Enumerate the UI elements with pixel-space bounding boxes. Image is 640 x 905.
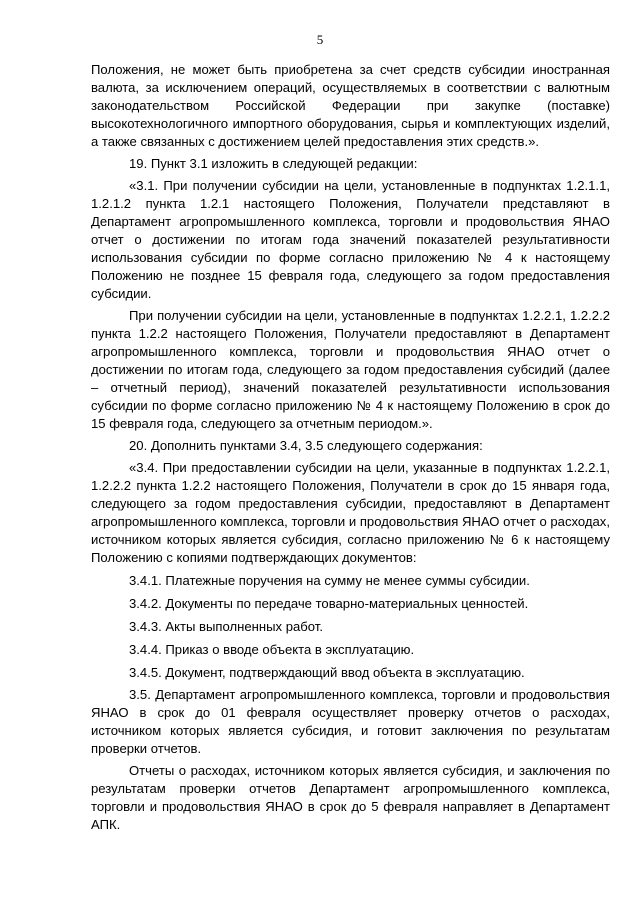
- paragraph-item-19: 19. Пункт 3.1 изложить в следующей редакции:: [129, 156, 418, 171]
- paragraph-continuation: Положения, не может быть приобретена за счет средств субсидии иностранная валюта, за исключением операций, осуществляемых в соответствии с валютным законодательством Российской Федерации при закупке (поставке) высокотехнологичного импортного оборудования, сырья и комплектующих изделий, а также связанных с достижением целей предоставления этих средств.».: [91, 62, 610, 149]
- paragraph-item-20: 20. Дополнить пунктами 3.4, 3.5 следующего содержания:: [129, 438, 483, 453]
- paragraph-clause-3-1-second: При получении субсидии на цели, установленные в подпунктах 1.2.2.1, 1.2.2.2 пункта 1.2.2 настоящего Положения, Получатели предоставляют в Департамент агропромышленного комплекса, торговли и продовольствия ЯНАО отчет о достижении по итогам года, следующего за годом предоставления субсидий (далее – отчетный период), значений показателей результативности использования субсидии по форме согласно приложению № 4 к настоящему Положению в срок до 15 февраля года, следующего за отчетным периодом.».: [91, 308, 610, 431]
- list-item-3-4-3: 3.4.3. Акты выполненных работ.: [129, 619, 323, 634]
- list-item-3-4-1: 3.4.1. Платежные поручения на сумму не менее суммы субсидии.: [129, 573, 530, 588]
- list-item-3-4-5: 3.4.5. Документ, подтверждающий ввод объекта в эксплуатацию.: [129, 665, 525, 680]
- paragraph-reports: Отчеты о расходах, источником которых является субсидия, и заключения по результатам проверки отчетов Департамент агропромышленного комплекса, торговли и продовольствия ЯНАО в срок до 5 февраля направляет в Департамент АПК.: [91, 763, 610, 832]
- page-number: 5: [316, 32, 324, 47]
- paragraph-clause-3-5: 3.5. Департамент агропромышленного комплекса, торговли и продовольствия ЯНАО в срок до 01 февраля осуществляет проверку отчетов о расходах, источником которых является субсидия, и готовит заключения по результатам проверки отчетов.: [91, 687, 610, 756]
- paragraph-clause-3-1: «3.1. При получении субсидии на цели, установленные в подпунктах 1.2.1.1, 1.2.1.2 пункта 1.2.1 настоящего Положения, Получатели представляют в Департамент агропромышленного комплекса, торговли и продовольствия ЯНАО отчет о достижении по итогам года значений показателей результативности использования субсидии по форме согласно приложению № 4 к настоящему Положению не позднее 15 февраля года, следующего за годом предоставления субсидии.: [91, 178, 610, 301]
- document-body: [91, 61, 610, 834]
- paragraph-clause-3-4: «3.4. При предоставлении субсидии на цели, указанные в подпунктах 1.2.2.1, 1.2.2.2 пункта 1.2.2 настоящего Положения, Получатели в срок до 15 января года, следующего за годом предоставления субсидии, предоставляют в Департамент агропромышленного комплекса, торговли и продовольствия ЯНАО отчет о расходах, источником которых является субсидия, согласно приложению № 6 к настоящему Положению с копиями подтверждающих документов:: [91, 460, 610, 565]
- list-item-3-4-4: 3.4.4. Приказ о вводе объекта в эксплуатацию.: [129, 642, 415, 657]
- list-item-3-4-2: 3.4.2. Документы по передаче товарно-материальных ценностей.: [129, 596, 529, 611]
